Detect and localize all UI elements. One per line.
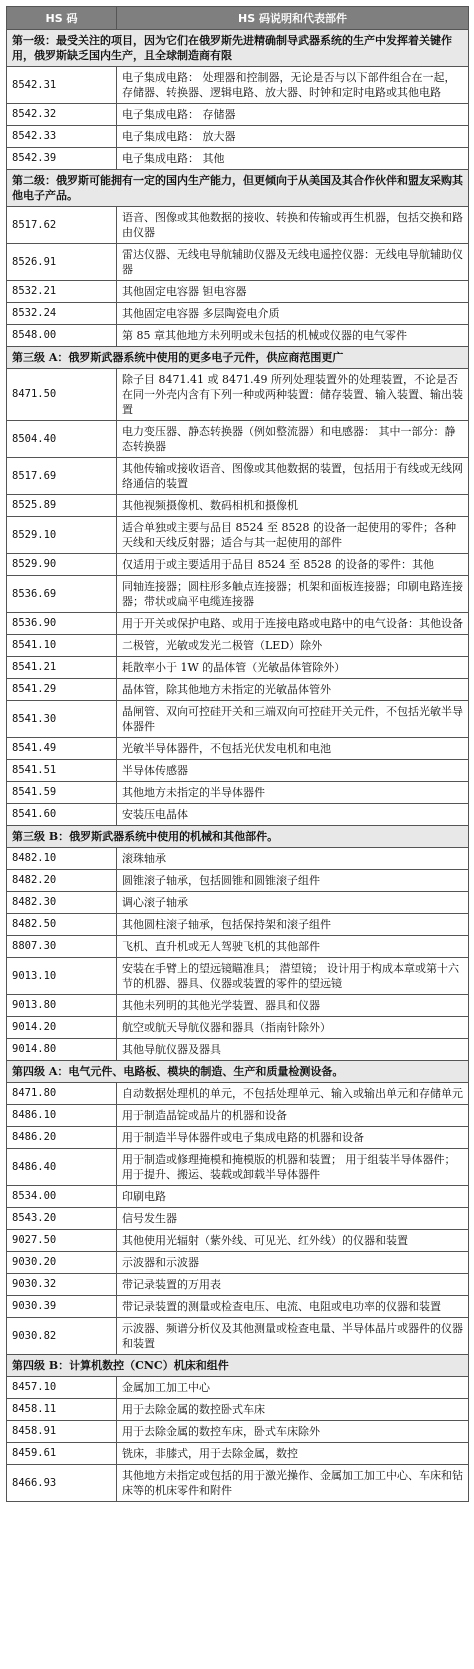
hs-code-cell: 8541.29 [7,679,117,701]
section-header-row [7,1061,469,1083]
table-row [7,104,469,126]
description-cell: 用于去除金属的数控卧式车床 [117,1399,469,1421]
section-header-row [7,30,469,67]
table-row [7,1274,469,1296]
table-row [7,1105,469,1127]
table-row [7,576,469,613]
hs-code-cell: 8517.69 [7,458,117,495]
section-title: 第四级 B：计算机数控（CNC）机床和组件 [7,1355,469,1377]
section-title: 第一级：最受关注的项目，因为它们在俄罗斯先进精确制导武器系统的生产中发挥着关键作用，俄罗斯缺乏国内生产，且全球制造商有限 [7,30,469,67]
hs-code-cell: 8466.93 [7,1465,117,1502]
description-cell: 示波器和示波器 [117,1252,469,1274]
description-cell: 金属加工加工中心 [117,1377,469,1399]
hs-code-cell: 8541.21 [7,657,117,679]
table-row [7,303,469,325]
table-row [7,244,469,281]
table-row [7,554,469,576]
description-cell: 半导体传感器 [117,760,469,782]
description-cell: 其他视频摄像机、数码相机和摄像机 [117,495,469,517]
table-header-row [7,7,469,30]
table-row [7,1465,469,1502]
description-cell: 耗散率小于 1W 的晶体管（光敏晶体管除外） [117,657,469,679]
section-header-row [7,347,469,369]
table-row [7,848,469,870]
table-row [7,914,469,936]
hs-code-cell: 8482.20 [7,870,117,892]
description-cell: 电子集成电路： 存储器 [117,104,469,126]
description-cell: 用于开关或保护电路、或用于连接电路或电路中的电气设备：其他设备 [117,613,469,635]
description-cell: 安装压电晶体 [117,804,469,826]
description-cell: 示波器、频谱分析仪及其他测量或检查电量、半导体晶片或器件的仪器和装置 [117,1318,469,1355]
hs-code-cell: 8486.20 [7,1127,117,1149]
section-header-row [7,826,469,848]
section-title: 第二级：俄罗斯可能拥有一定的国内生产能力，但更倾向于从美国及其合作伙伴和盟友采购其他电子产品。 [7,170,469,207]
description-cell: 带记录装置的测量或检查电压、电流、电阻或电功率的仪器和装置 [117,1296,469,1318]
hs-code-cell: 8486.10 [7,1105,117,1127]
table-body [7,30,469,1502]
hs-code-cell: 8548.00 [7,325,117,347]
description-cell: 其他导航仪器及器具 [117,1039,469,1061]
table-row [7,67,469,104]
description-cell: 除子目 8471.41 或 8471.49 所列处理装置外的处理装置，不论是否在同一外壳内含有下列一种或两种装置：储存装置、输入装置、输出装置 [117,369,469,421]
section-header-row [7,170,469,207]
hs-code-cell: 9030.32 [7,1274,117,1296]
description-cell: 用于制造半导体器件或电子集成电路的机器和设备 [117,1127,469,1149]
hs-code-cell: 8541.59 [7,782,117,804]
description-cell: 安装在手臂上的望远镜瞄准具； 潜望镜； 设计用于构成本章或第十六节的机器、器具、仪器或装置的零件的望远镜 [117,958,469,995]
table-row [7,892,469,914]
description-cell: 其他固定电容器 钽电容器 [117,281,469,303]
table-row [7,635,469,657]
header-code: HS 码 [7,7,117,30]
description-cell: 其他地方未指定或包括的用于激光操作、金属加工加工中心、车床和钻床等的机床零件和附件 [117,1465,469,1502]
description-cell: 雷达仪器、无线电导航辅助仪器及无线电遥控仪器：无线电导航辅助仪器 [117,244,469,281]
table-row [7,458,469,495]
section-title: 第四级 A：电气元件、电路板、模块的制造、生产和质量检测设备。 [7,1061,469,1083]
description-cell: 电力变压器、静态转换器（例如整流器）和电感器： 其中一部分：静态转换器 [117,421,469,458]
table-row [7,804,469,826]
description-cell: 其他传输或接收语音、图像或其他数据的装置，包括用于有线或无线网络通信的装置 [117,458,469,495]
table-row [7,1149,469,1186]
table-row [7,995,469,1017]
hs-code-cell: 9013.10 [7,958,117,995]
table-row [7,517,469,554]
table-row [7,936,469,958]
hs-code-cell: 8807.30 [7,936,117,958]
description-cell: 飞机、直升机或无人驾驶飞机的其他部件 [117,936,469,958]
table-row [7,782,469,804]
hs-code-cell: 8543.20 [7,1208,117,1230]
hs-code-cell: 8529.10 [7,517,117,554]
hs-code-cell: 8542.32 [7,104,117,126]
table-row [7,679,469,701]
hs-code-cell: 8459.61 [7,1443,117,1465]
table-row [7,701,469,738]
hs-code-cell: 8482.10 [7,848,117,870]
description-cell: 圆锥滚子轴承，包括圆锥和圆锥滚子组件 [117,870,469,892]
table-row [7,1296,469,1318]
table-row [7,1399,469,1421]
table-row [7,738,469,760]
hs-code-table [6,6,469,1502]
table-row [7,760,469,782]
table-row [7,421,469,458]
table-row [7,958,469,995]
header-description: HS 码说明和代表部件 [117,7,469,30]
table-row [7,870,469,892]
description-cell: 其他地方未指定的半导体器件 [117,782,469,804]
description-cell: 其他固定电容器 多层陶瓷电介质 [117,303,469,325]
hs-code-cell: 8532.24 [7,303,117,325]
description-cell: 其他未列明的其他光学装置、器具和仪器 [117,995,469,1017]
description-cell: 铣床，非膝式，用于去除金属，数控 [117,1443,469,1465]
hs-code-cell: 8541.49 [7,738,117,760]
hs-code-cell: 8529.90 [7,554,117,576]
table-row [7,281,469,303]
table-row [7,1127,469,1149]
hs-code-cell: 9014.20 [7,1017,117,1039]
table-row [7,1186,469,1208]
hs-code-cell: 8541.30 [7,701,117,738]
table-row [7,1421,469,1443]
description-cell: 二极管，光敏或发光二极管（LED）除外 [117,635,469,657]
hs-code-cell: 8541.10 [7,635,117,657]
table-row [7,325,469,347]
hs-code-cell: 8504.40 [7,421,117,458]
description-cell: 同轴连接器；圆柱形多触点连接器；机架和面板连接器；印刷电路连接器；带状或扁平电缆连接器 [117,576,469,613]
description-cell: 其他圆柱滚子轴承，包括保持架和滚子组件 [117,914,469,936]
description-cell: 航空或航天导航仪器和器具（指南针除外） [117,1017,469,1039]
hs-code-cell: 8458.11 [7,1399,117,1421]
table-row [7,148,469,170]
description-cell: 调心滚子轴承 [117,892,469,914]
description-cell: 仅适用于或主要适用于品目 8524 至 8528 的设备的零件：其他 [117,554,469,576]
table-row [7,495,469,517]
description-cell: 印刷电路 [117,1186,469,1208]
table-row [7,207,469,244]
description-cell: 电子集成电路： 放大器 [117,126,469,148]
hs-code-cell: 8532.21 [7,281,117,303]
hs-code-cell: 8486.40 [7,1149,117,1186]
hs-code-cell: 8482.50 [7,914,117,936]
section-title: 第三级 B：俄罗斯武器系统中使用的机械和其他部件。 [7,826,469,848]
hs-code-cell: 8542.39 [7,148,117,170]
description-cell: 带记录装置的万用表 [117,1274,469,1296]
table-row [7,369,469,421]
hs-code-cell: 9014.80 [7,1039,117,1061]
table-row [7,613,469,635]
hs-code-cell: 9013.80 [7,995,117,1017]
description-cell: 自动数据处理机的单元，不包括处理单元、输入或输出单元和存储单元 [117,1083,469,1105]
description-cell: 第 85 章其他地方未列明或未包括的机械或仪器的电气零件 [117,325,469,347]
description-cell: 语音、图像或其他数据的接收、转换和传输或再生机器，包括交换和路由仪器 [117,207,469,244]
table-row [7,1083,469,1105]
hs-code-cell: 9030.82 [7,1318,117,1355]
description-cell: 其他使用光辐射（紫外线、可见光、红外线）的仪器和装置 [117,1230,469,1252]
description-cell: 滚珠轴承 [117,848,469,870]
hs-code-cell: 8541.51 [7,760,117,782]
description-cell: 电子集成电路： 处理器和控制器，无论是否与以下部件组合在一起，存储器、转换器、逻辑电路、放大器、时钟和定时电路或其他电路 [117,67,469,104]
section-title: 第三级 A：俄罗斯武器系统中使用的更多电子元件，供应商范围更广 [7,347,469,369]
description-cell: 用于制造晶锭或晶片的机器和设备 [117,1105,469,1127]
hs-code-cell: 8541.60 [7,804,117,826]
description-cell: 电子集成电路： 其他 [117,148,469,170]
description-cell: 晶闸管、双向可控硅开关和三端双向可控硅开关元件，不包括光敏半导体器件 [117,701,469,738]
description-cell: 用于制造或修理掩模和掩模版的机器和装置； 用于组装半导体器件；用于提升、搬运、装载或卸载半导体器件 [117,1149,469,1186]
hs-code-cell: 8525.89 [7,495,117,517]
table-row [7,657,469,679]
table-row [7,1230,469,1252]
description-cell: 光敏半导体器件，不包括光伏发电机和电池 [117,738,469,760]
description-cell: 晶体管，除其他地方未指定的光敏晶体管外 [117,679,469,701]
hs-code-cell: 9027.50 [7,1230,117,1252]
hs-code-cell: 8517.62 [7,207,117,244]
hs-code-cell: 8534.00 [7,1186,117,1208]
description-cell: 信号发生器 [117,1208,469,1230]
section-header-row [7,1355,469,1377]
description-cell: 适合单独或主要与品目 8524 至 8528 的设备一起使用的零件；各种天线和天线反射器；适合与其一起使用的部件 [117,517,469,554]
table-row [7,1039,469,1061]
table-row [7,1318,469,1355]
description-cell: 用于去除金属的数控车床，卧式车床除外 [117,1421,469,1443]
table-row [7,1377,469,1399]
table-row [7,1017,469,1039]
hs-code-cell: 8536.90 [7,613,117,635]
hs-code-cell: 8536.69 [7,576,117,613]
hs-code-cell: 8458.91 [7,1421,117,1443]
table-row [7,1252,469,1274]
hs-code-cell: 8457.10 [7,1377,117,1399]
hs-code-cell: 8542.33 [7,126,117,148]
table-row [7,1208,469,1230]
table-row [7,126,469,148]
hs-code-cell: 8471.80 [7,1083,117,1105]
hs-code-cell: 9030.20 [7,1252,117,1274]
hs-code-cell: 8542.31 [7,67,117,104]
hs-code-cell: 8482.30 [7,892,117,914]
table-row [7,1443,469,1465]
hs-code-cell: 8526.91 [7,244,117,281]
hs-code-cell: 8471.50 [7,369,117,421]
hs-code-cell: 9030.39 [7,1296,117,1318]
